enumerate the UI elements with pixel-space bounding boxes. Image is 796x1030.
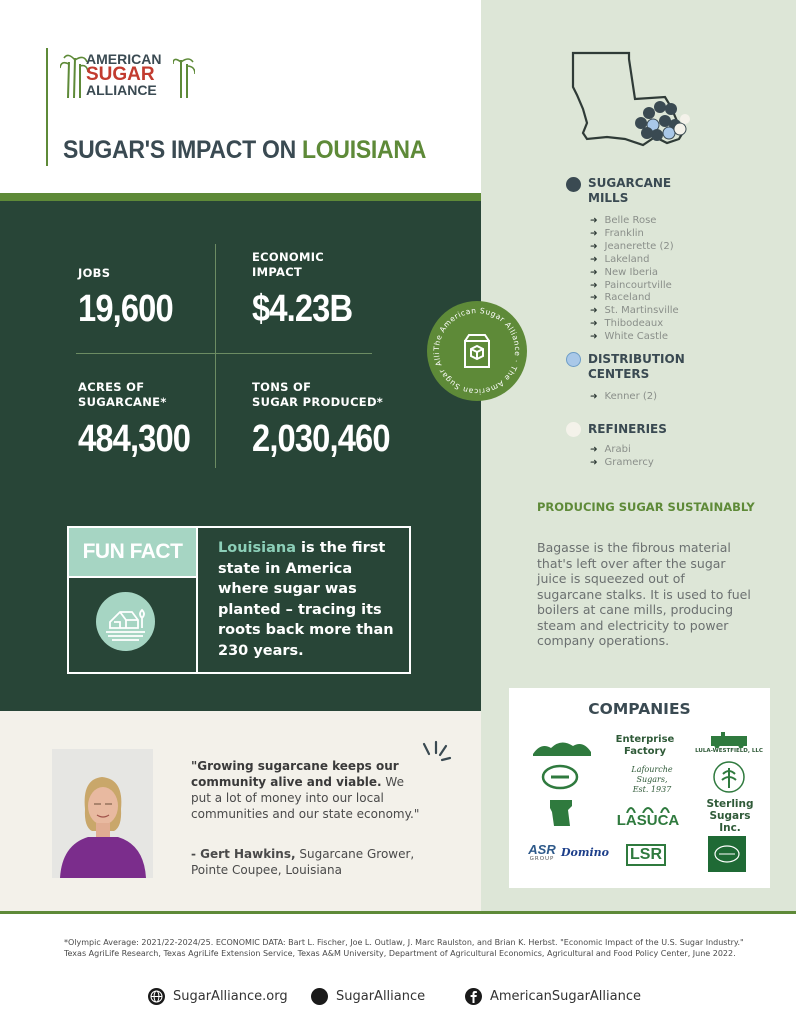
company-sterling: Sterling Sugars Inc. [706,798,754,834]
list-item: ➜ Jeanerette (2) [590,241,679,254]
list-item: ➜ Lakeland [590,254,679,267]
quote-bold: "Growing sugarcane keeps our community alive and viable. [191,759,399,789]
list-item: ➜ Paincourtville [590,280,679,293]
quote-author: - Gert Hawkins, [191,847,296,861]
stat-jobs-label: JOBS [78,266,111,280]
facebook-text: AmericanSugarAlliance [490,989,641,1004]
lasuca-text: LASUCA [616,811,680,829]
company-asr-group [522,840,562,864]
distribution-legend-title: DISTRIBUTION CENTERS [588,352,685,381]
globe-icon [148,988,165,1005]
quote-author-role: Sugarcane Grower, Pointe Coupee, Louisiana [191,847,415,877]
company-logo-badge-1 [531,736,593,758]
page-title [63,136,426,165]
lsr-text: LSR [626,844,666,866]
company-lsr [626,842,666,868]
seal-graphic [427,301,527,401]
stat-acres-value: 484,300 [78,418,191,460]
fun-fact-body: is the first state in America where sugar was planted – tracing its roots back more than 230 years. [218,540,394,659]
cane-icon [60,54,88,98]
mills-legend-dot [566,177,581,192]
social-handle-link[interactable] [311,988,425,1005]
stat-acres-label: ACRES OF SUGARCANE* [78,380,167,409]
logo-line-3: ALLIANCE [86,82,157,98]
company-logo-badge-4 [546,798,576,828]
svg-text:The American Sugar Alliance · [427,301,522,396]
stats-horizontal-divider [76,353,372,354]
company-logo-badge-5 [708,836,746,872]
company-lafourche: Lafourche Sugars, Est. 1937 [631,765,673,794]
green-divider-bar [0,193,481,201]
title-highlight: LOUISIANA [302,136,427,164]
x-icon [311,988,328,1005]
company-enterprise-factory: Enterprise Factory [615,734,675,757]
list-item: ➜ White Castle [590,331,679,344]
lula-westfield-text: LULA-WESTFIELD, LLC [695,748,763,754]
companies-title: COMPANIES [588,700,691,718]
seal-ring-text: The American Sugar Alliance · The American Sugar Alli [431,305,523,397]
stat-tons-value: 2,030,460 [252,418,390,460]
domino-text: Domino [560,845,610,859]
stat-economic-label: ECONOMIC IMPACT [252,250,325,279]
asa-logo [60,52,200,98]
facebook-link[interactable] [465,988,641,1005]
company-lasuca [616,800,680,830]
asr-sub-text: GROUP [529,855,555,862]
fun-fact-highlight: Louisiana [218,540,296,556]
website-link[interactable] [148,988,288,1005]
quote-rest: We put a lot of money into our local communities and our state economy." [191,775,420,821]
refineries-legend-title: REFINERIES [588,422,667,436]
asr-text: ASR [528,841,556,857]
list-item: ➜ Belle Rose [590,215,679,228]
mills-list [590,215,679,344]
list-item: ➜ Thibodeaux [590,318,679,331]
list-item: ➜ Kenner (2) [590,391,657,404]
fun-fact-text [218,538,404,661]
mills-legend-title: SUGARCANE MILLS [588,176,672,205]
fun-fact-horizontal-divider [69,576,196,578]
grower-quote [191,758,426,822]
stat-economic-value: $4.23B [252,288,353,330]
company-logo-badge-2 [541,764,579,790]
quote-attribution [191,846,426,878]
refineries-list [590,444,654,470]
list-item: ➜ Franklin [590,228,679,241]
sugar-bag-icon [465,335,489,367]
footnote: *Olympic Average: 2021/22-2024/25. ECONOMIC DATA: Bart L. Fischer, Joe L. Outlaw, J. Marc Raulston, and Brian K. Herbst. "Economic Impact of the U.S. Sugar Industry." Texas AgriLife Research, Texas AgriLife Extension Service, Texas A&M University, Department of Agricultural Economics, Agricultural and Food Policy Center, June 2022. [64,938,744,958]
company-domino [560,842,610,862]
logo-line-1: AMERICAN [86,51,162,67]
distribution-list [590,391,657,404]
list-item: ➜ Raceland [590,292,679,305]
list-item: ➜ Arabi [590,444,654,457]
logo-line-2: SUGAR [86,64,155,85]
stat-tons-label: TONS OF SUGAR PRODUCED* [252,380,384,409]
sustainability-body: Bagasse is the fibrous material that's left over after the sugar juice is squeezed out of sugarcane stalks. It is used to fuel boilers at cane mills, producing steam and electricity to power company operations. [537,540,751,648]
stat-jobs-value: 19,600 [78,288,173,330]
footer-rule [0,911,796,914]
list-item: ➜ St. Martinsville [590,305,679,318]
facility-markers [635,101,690,141]
title-prefix: SUGAR'S IMPACT ON [63,136,303,164]
list-item: ➜ Gramercy [590,457,654,470]
stats-vertical-divider [215,244,216,468]
sustainability-title: PRODUCING SUGAR SUSTAINABLY [537,500,755,514]
list-item: ➜ New Iberia [590,267,679,280]
fun-fact-vertical-divider [196,528,198,672]
company-lula-westfield [695,726,763,756]
refineries-legend-dot [566,422,581,437]
louisiana-map [567,47,697,157]
header-rule [46,48,48,166]
company-logo-badge-3 [712,760,746,794]
distribution-legend-dot [566,352,581,367]
facebook-icon [465,988,482,1005]
cane-icon-right [173,54,195,98]
asa-seal [427,301,527,401]
social-handle-text: SugarAlliance [336,989,426,1004]
fun-fact-label: FUN FACT [69,528,196,576]
website-text: SugarAlliance.org [173,989,288,1004]
farm-icon [96,592,155,651]
grower-photo [52,749,153,878]
